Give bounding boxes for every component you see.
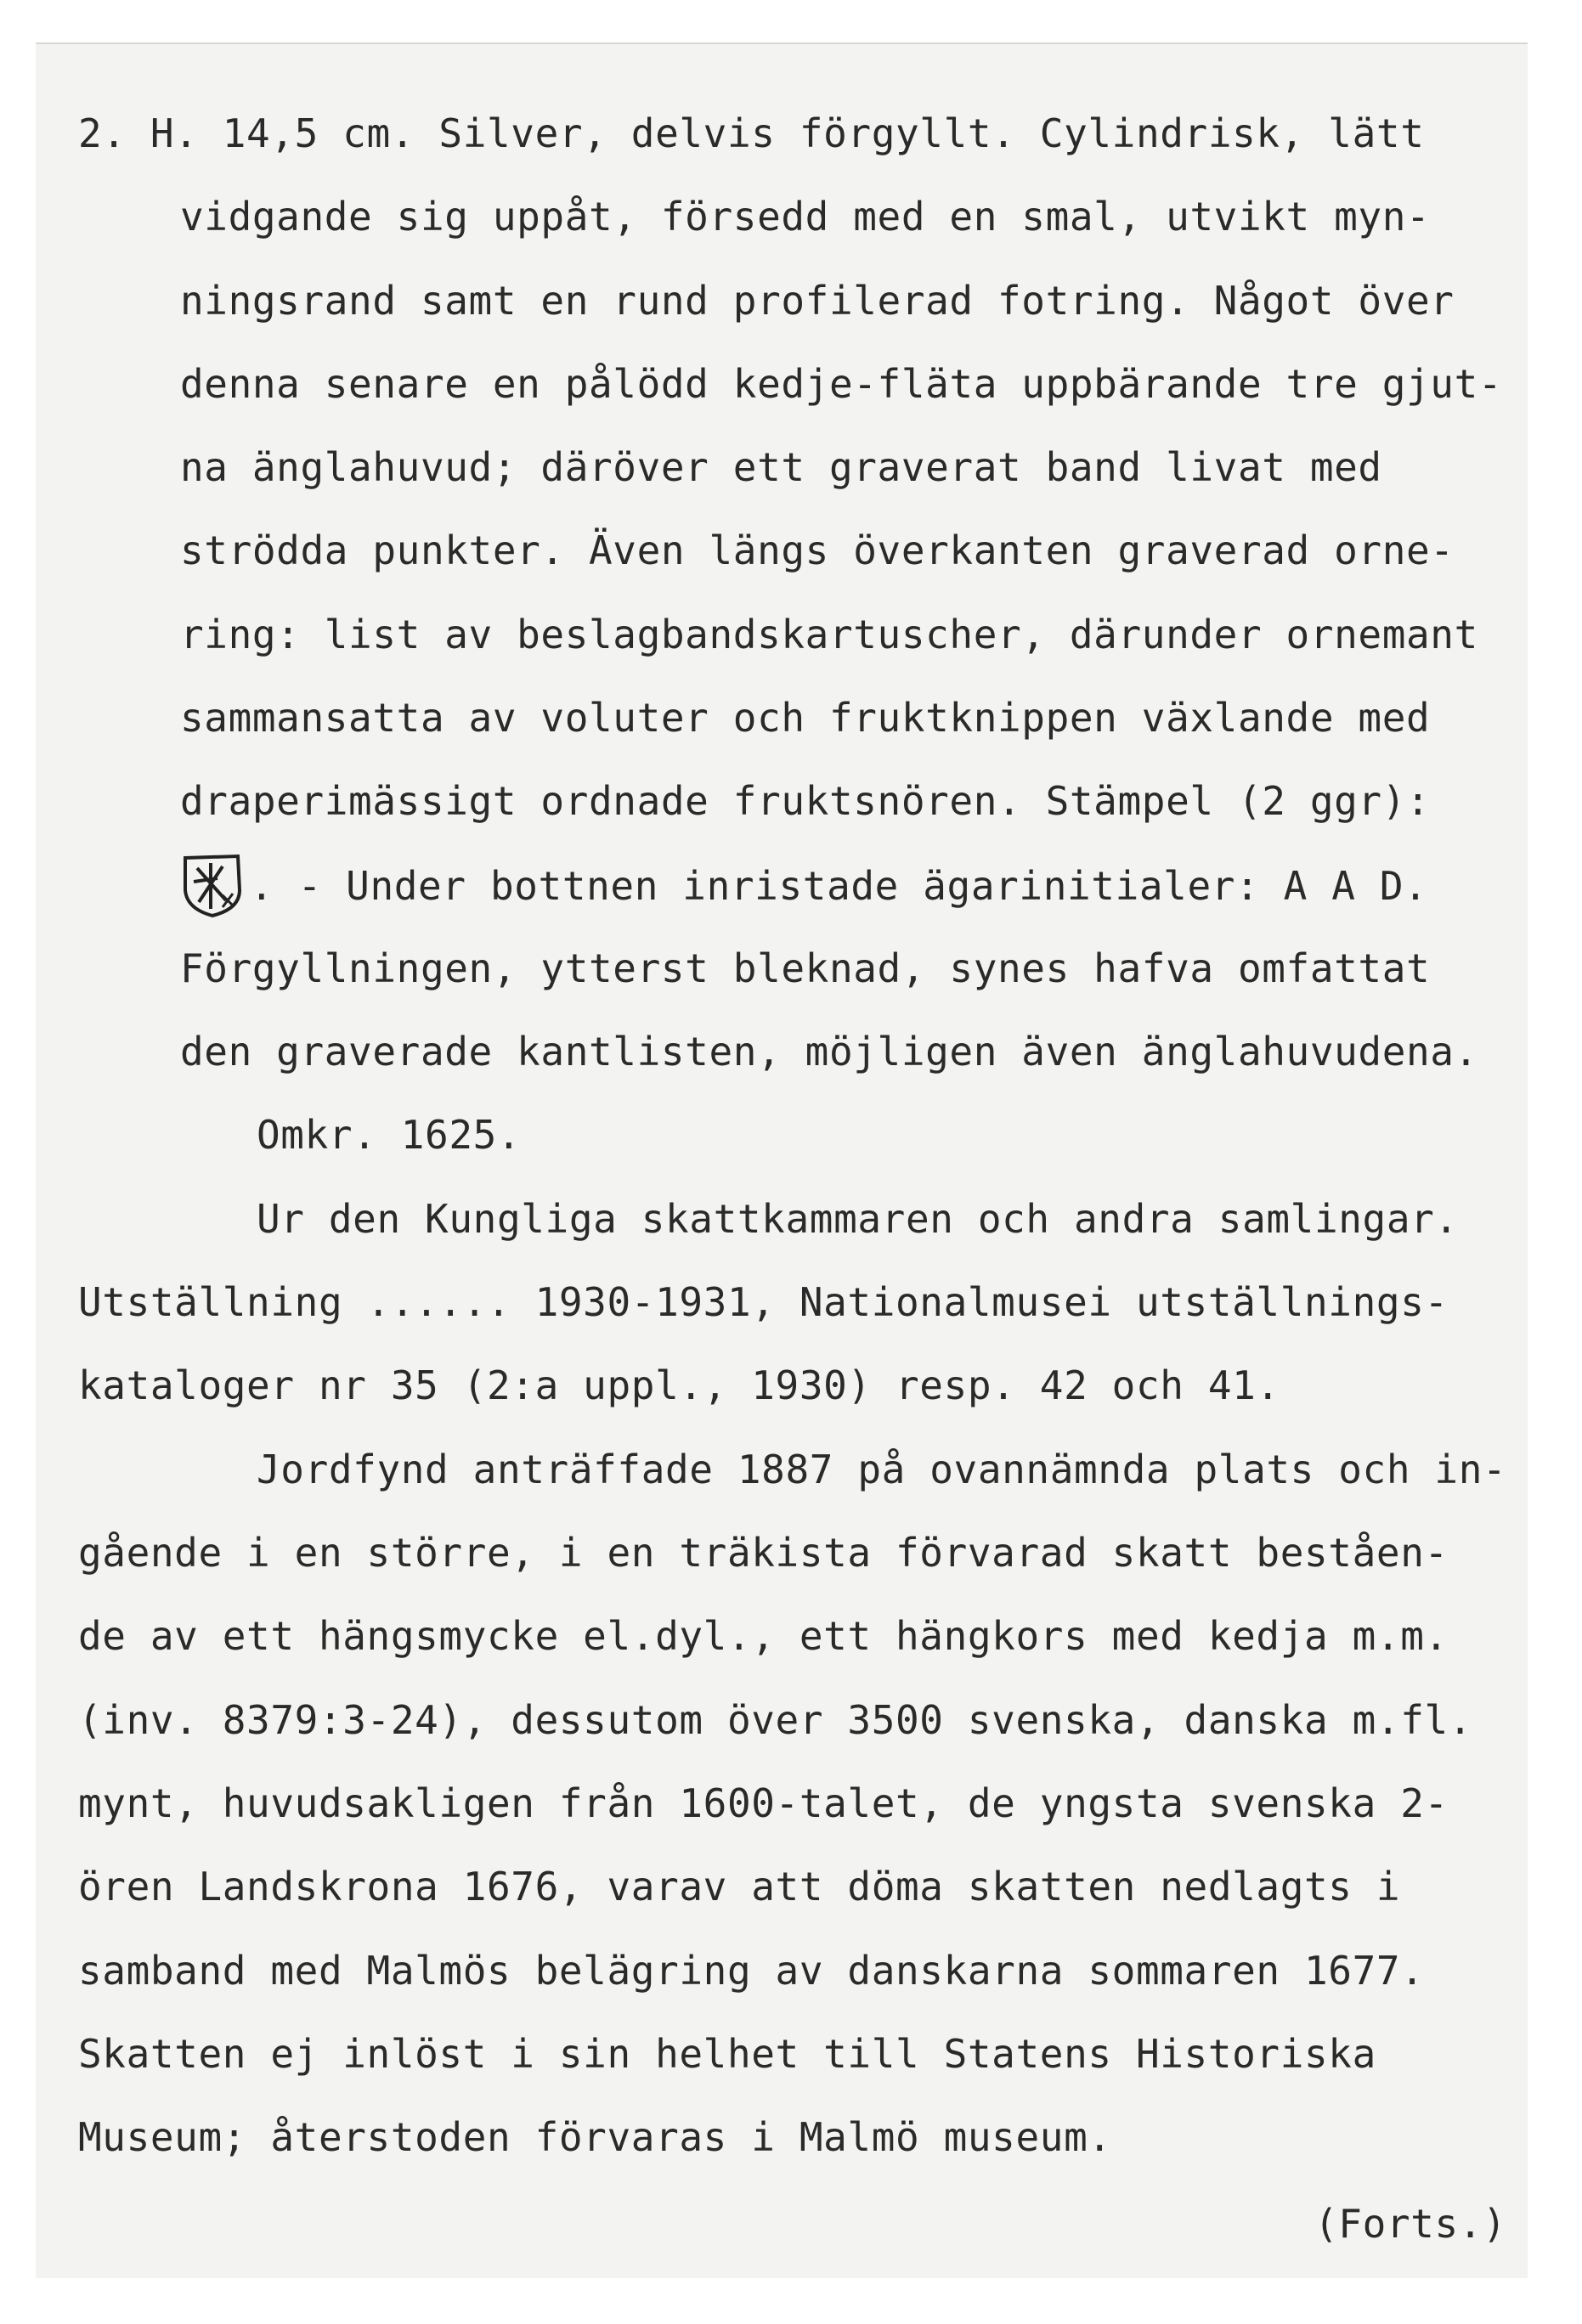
stamp-line	[180, 848, 1427, 924]
text-line: Skatten ej inlöst i sin helhet till Statens Historiska	[78, 2031, 1376, 2077]
text-line: ring: list av beslagbandskartuscher, därunder ornemant	[180, 612, 1478, 657]
text-line: na änglahuvud; däröver ett graverat band livat med	[180, 444, 1382, 490]
text-line: strödda punkter. Även längs överkanten graverad orne-	[180, 527, 1455, 573]
text-line: draperimässigt ordnade fruktsnören. Stämpel (2 ggr):	[180, 778, 1431, 824]
hallmark-stamp-icon	[180, 853, 245, 919]
text-line: vidgande sig uppåt, försedd med en smal, utvikt myn-	[180, 194, 1431, 240]
text-line: de av ett hängsmycke el.dyl., ett hängkors med kedja m.m.	[78, 1613, 1449, 1659]
text-line: mynt, huvudsakligen från 1600-talet, de yngsta svenska 2-	[78, 1780, 1449, 1826]
text-line: Utställning ...... 1930-1931, Nationalmusei utställnings-	[78, 1279, 1449, 1325]
text-line: den graverade kantlisten, möjligen även änglahuvudena.	[180, 1029, 1478, 1075]
text-line: denna senare en pålödd kedje-fläta uppbärande tre gjut-	[180, 361, 1503, 407]
text-line: Museum; återstoden förvaras i Malmö museum.	[78, 2114, 1112, 2160]
text-line: ningsrand samt en rund profilerad fotring. Något över	[180, 278, 1455, 324]
date-line: Omkr. 1625.	[257, 1112, 522, 1158]
text-line: Förgyllningen, ytterst bleknad, synes hafva omfattat	[180, 945, 1431, 991]
continued-note: (Forts.)	[1314, 2201, 1507, 2247]
text-line: ören Landskrona 1676, varav att döma skatten nedlagts i	[78, 1864, 1401, 1909]
text-line: (inv. 8379:3-24), dessutom över 3500 svenska, danska m.fl.	[78, 1697, 1473, 1743]
text-line: sammansatta av voluter och fruktknippen växlande med	[180, 695, 1431, 741]
text-line: Jordfynd anträffade 1887 på ovannämnda plats och in-	[257, 1447, 1507, 1492]
text-line: kataloger nr 35 (2:a uppl., 1930) resp. 42 och 41.	[78, 1362, 1280, 1408]
text-line: . - Under bottnen inristade ägarinitialer: A A D.	[250, 863, 1428, 909]
text-line: 2. H. 14,5 cm. Silver, delvis förgyllt. Cylindrisk, lätt	[78, 110, 1425, 156]
text-line: samband med Malmös belägring av danskarna sommaren 1677.	[78, 1948, 1425, 1994]
index-card	[36, 42, 1528, 2278]
text-line: gående i en större, i en träkista förvarad skatt beståen-	[78, 1530, 1449, 1576]
text-line: Ur den Kungliga skattkammaren och andra samlingar.	[257, 1196, 1459, 1242]
